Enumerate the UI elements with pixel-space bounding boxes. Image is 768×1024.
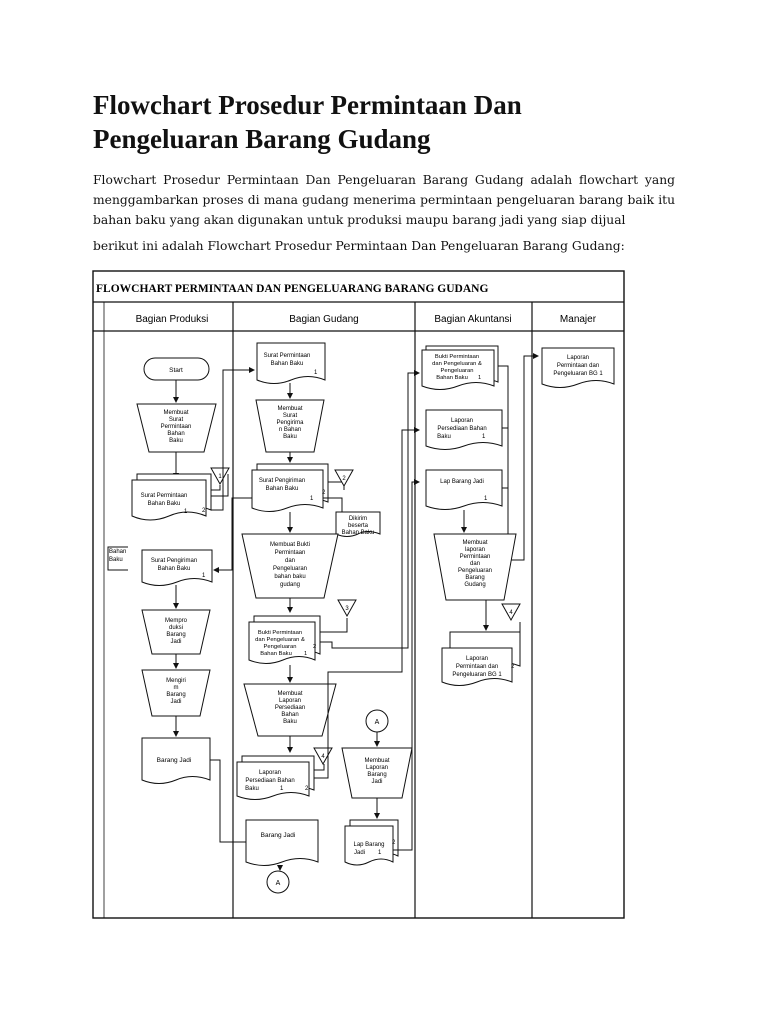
svg-text:1: 1 — [304, 651, 308, 657]
svg-text:Barang Jadi: Barang Jadi — [260, 832, 296, 839]
doc-proof-gudang — [249, 616, 320, 664]
svg-text:Lap Barang Jadi: Lap Barang Jadi — [440, 479, 484, 485]
doc-stock-report-gudang — [237, 756, 314, 800]
svg-text:A: A — [275, 880, 281, 887]
svg-text:Pengirima: Pengirima — [276, 420, 304, 426]
svg-text:Mempro: Mempro — [164, 618, 188, 624]
svg-text:Surat: Surat — [282, 413, 298, 419]
svg-text:Bahan Baku: Bahan Baku — [157, 566, 191, 572]
svg-text:Membuat: Membuat — [163, 410, 189, 416]
svg-text:Baku: Baku — [437, 434, 451, 440]
svg-text:dan Pengeluaran &: dan Pengeluaran & — [255, 637, 305, 643]
doc-request-gudang — [257, 343, 325, 384]
svg-text:2: 2 — [392, 840, 396, 846]
intro-paragraph: Flowchart Prosedur Permintaan Dan Pengeluaran Barang Gudang adalah flowchart yang menggambarkan proses di mana gudang menerima permintaan pengeluaran barang baik itu bahan baku yang akan digunakan untuk produksi maupu barang jadi yang siap dijual — [93, 173, 675, 227]
svg-text:1: 1 — [310, 496, 314, 502]
svg-text:Barang: Barang — [166, 692, 186, 698]
doc-shipping-gudang — [252, 464, 328, 512]
svg-text:Permintaan: Permintaan — [274, 550, 306, 556]
svg-text:Surat Pengiriman: Surat Pengiriman — [258, 478, 306, 484]
svg-text:dan Pengeluaran &: dan Pengeluaran & — [432, 361, 482, 367]
svg-text:1: 1 — [202, 573, 206, 579]
svg-text:Permintaan dan: Permintaan dan — [556, 363, 600, 369]
svg-text:Baku: Baku — [109, 557, 123, 563]
svg-text:Mengiri: Mengiri — [166, 678, 186, 684]
svg-text:Bahan Baku: Bahan Baku — [270, 361, 304, 367]
svg-text:Bahan Baku: Bahan Baku — [265, 486, 299, 492]
svg-text:Baku: Baku — [283, 434, 297, 440]
svg-text:Bahan Baku: Bahan Baku — [341, 530, 375, 536]
flowchart-title: FLOWCHART PERMINTAAN DAN PENGELUARANG BARANG GUDANG — [96, 283, 489, 295]
svg-text:4: 4 — [509, 610, 513, 616]
svg-text:1: 1 — [280, 786, 284, 792]
svg-text:Surat Permintaan: Surat Permintaan — [140, 493, 188, 499]
svg-text:1: 1 — [478, 375, 482, 381]
doc-report-akuntansi — [442, 632, 520, 686]
svg-text:Membuat Bukti: Membuat Bukti — [269, 542, 311, 548]
doc-finished-report-gudang — [345, 820, 398, 865]
svg-text:Membuat: Membuat — [364, 758, 390, 764]
start-label: Start — [169, 367, 183, 374]
svg-text:Baku: Baku — [169, 438, 183, 444]
svg-text:Jadi: Jadi — [170, 639, 182, 645]
svg-text:Bukti Permintaan: Bukti Permintaan — [257, 630, 303, 636]
svg-text:Barang: Barang — [166, 632, 186, 638]
svg-text:2: 2 — [342, 476, 346, 482]
svg-text:3: 3 — [345, 606, 349, 612]
svg-text:dan: dan — [284, 558, 296, 564]
svg-text:m: m — [173, 685, 179, 691]
bahan-baku-note: Bahan — [109, 549, 127, 555]
svg-text:2: 2 — [322, 490, 326, 496]
svg-text:1: 1 — [218, 474, 222, 480]
svg-text:Pengeluaran: Pengeluaran — [272, 566, 308, 572]
svg-text:Permintaan: Permintaan — [459, 554, 491, 560]
svg-text:Barang Jadi: Barang Jadi — [156, 757, 192, 764]
svg-text:Jadi: Jadi — [371, 779, 383, 785]
svg-text:Laporan: Laporan — [450, 418, 474, 424]
svg-text:Bahan Baku: Bahan Baku — [147, 501, 181, 507]
svg-text:Permintaan: Permintaan — [160, 424, 192, 430]
lane-header-akuntansi: Bagian Akuntansi — [434, 314, 512, 325]
svg-text:1: 1 — [314, 370, 318, 376]
svg-text:Laporan: Laporan — [465, 656, 489, 662]
lead-paragraph: berikut ini adalah Flowchart Prosedur Permintaan Dan Pengeluaran Barang Gudang: — [93, 239, 625, 253]
svg-text:1: 1 — [184, 509, 188, 515]
svg-text:Persediaan: Persediaan — [274, 705, 306, 711]
svg-text:Permintaan dan: Permintaan dan — [455, 664, 499, 670]
svg-text:1: 1 — [482, 434, 486, 440]
svg-text:Pengeluaran: Pengeluaran — [440, 368, 474, 374]
svg-text:duksi: duksi — [168, 625, 184, 631]
svg-text:Pengeluaran: Pengeluaran — [263, 644, 297, 650]
svg-text:Persediaan Bahan: Persediaan Bahan — [437, 426, 487, 432]
svg-text:Jadi: Jadi — [354, 850, 366, 856]
svg-text:1: 1 — [484, 496, 488, 502]
lane-header-produksi: Bagian Produksi — [135, 314, 209, 325]
svg-text:Surat: Surat — [168, 417, 184, 423]
svg-text:Baku: Baku — [245, 786, 259, 792]
svg-text:Gudang: Gudang — [464, 582, 486, 588]
svg-text:2: 2 — [511, 664, 515, 670]
svg-text:Jadi: Jadi — [170, 699, 182, 705]
svg-text:Surat Pengiriman: Surat Pengiriman — [150, 558, 198, 564]
svg-text:gudang: gudang — [279, 582, 301, 588]
doc-proof-akuntansi — [422, 346, 498, 390]
svg-text:Laporan: Laporan — [258, 770, 282, 776]
svg-text:beserta: beserta — [347, 523, 369, 529]
svg-text:Pengeluaran BG 1: Pengeluaran BG 1 — [452, 672, 502, 678]
svg-text:Barang: Barang — [367, 772, 387, 778]
svg-text:Membuat: Membuat — [277, 691, 303, 697]
doc-finished-produksi — [142, 738, 210, 784]
svg-text:Pengeluaran: Pengeluaran — [457, 568, 493, 574]
svg-text:Pengeluaran BG 1: Pengeluaran BG 1 — [553, 371, 603, 377]
svg-text:Laporan: Laporan — [278, 698, 302, 704]
title-line-1: Flowchart Prosedur Permintaan Dan — [93, 90, 522, 120]
lane-header-manajer: Manajer — [559, 314, 597, 325]
svg-text:Lap Barang: Lap Barang — [353, 842, 385, 848]
doc-request-produksi — [132, 474, 211, 520]
svg-text:n Bahan: n Bahan — [278, 427, 302, 433]
svg-text:Persediaan Bahan: Persediaan Bahan — [245, 778, 295, 784]
page-title — [93, 88, 693, 156]
svg-text:Surat Permintaan: Surat Permintaan — [263, 353, 311, 359]
svg-text:Bahan Baku: Bahan Baku — [260, 651, 292, 657]
svg-text:Bukti Permintaan: Bukti Permintaan — [434, 354, 480, 360]
svg-text:Barang: Barang — [465, 575, 485, 581]
svg-text:2: 2 — [202, 508, 206, 514]
doc-finished-gudang — [246, 820, 318, 866]
svg-text:Laporan: Laporan — [566, 355, 590, 361]
title-line-2: Pengeluaran Barang Gudang — [93, 124, 431, 154]
svg-text:Dikirim: Dikirim — [348, 516, 368, 522]
svg-text:bahan baku: bahan baku — [274, 574, 306, 580]
svg-text:2: 2 — [305, 786, 309, 792]
svg-text:A: A — [374, 719, 380, 726]
svg-text:Laporan: Laporan — [365, 765, 389, 771]
sent-with-note — [336, 512, 380, 537]
svg-text:1: 1 — [378, 850, 382, 856]
flowchart-diagram — [92, 270, 626, 920]
lane-header-gudang: Bagian Gudang — [289, 314, 359, 325]
svg-text:Membuat: Membuat — [277, 406, 303, 412]
svg-text:Bahan: Bahan — [281, 712, 299, 718]
svg-text:2: 2 — [313, 644, 317, 650]
svg-text:Membuat: Membuat — [462, 540, 488, 546]
svg-text:4: 4 — [321, 754, 325, 760]
svg-text:dan: dan — [469, 561, 481, 567]
svg-text:Bahan Baku: Bahan Baku — [436, 375, 468, 381]
svg-text:Bahan: Bahan — [167, 431, 185, 437]
svg-text:laporan: laporan — [464, 547, 486, 553]
svg-text:Baku: Baku — [283, 719, 297, 725]
